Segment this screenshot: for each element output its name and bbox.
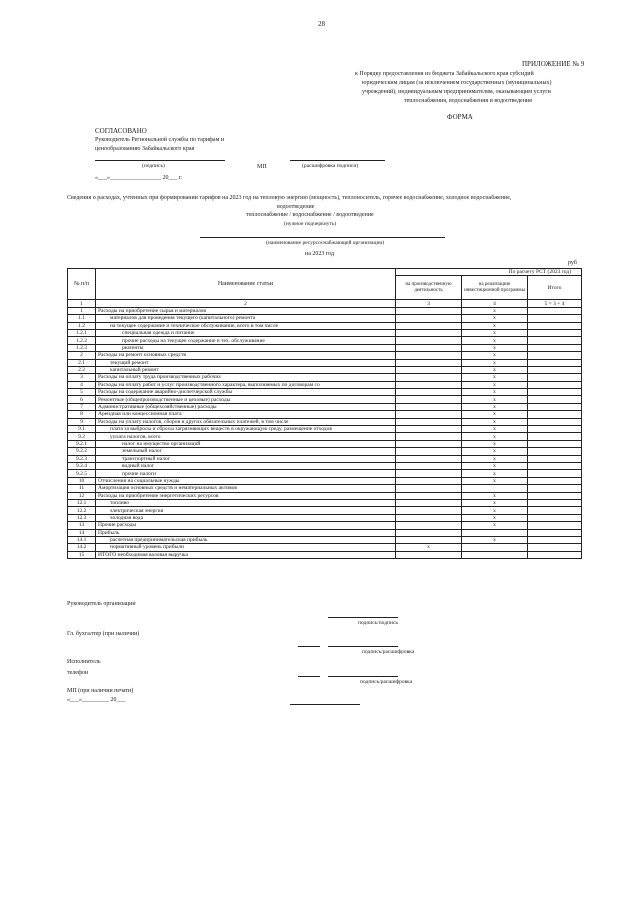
row-prod-cell bbox=[396, 455, 462, 462]
row-invest-cell: х bbox=[462, 337, 528, 344]
row-name-cell: Расходы на оплату труда производственных рабочих bbox=[96, 374, 396, 381]
row-number-cell: 4 bbox=[68, 381, 96, 388]
row-invest-cell: х bbox=[462, 448, 528, 455]
footer-executor: Исполнитель bbox=[67, 659, 101, 665]
row-total-cell bbox=[528, 477, 582, 484]
row-prod-cell bbox=[396, 440, 462, 447]
row-number-cell: 5 bbox=[68, 389, 96, 396]
row-name-cell: транспортный налог bbox=[96, 455, 396, 462]
approval-heading: СОГЛАСОВАНО bbox=[95, 127, 147, 135]
row-total-cell bbox=[528, 389, 582, 396]
table-row bbox=[68, 418, 582, 425]
row-prod-cell bbox=[396, 403, 462, 410]
row-prod-cell bbox=[396, 426, 462, 433]
row-total-cell bbox=[528, 359, 582, 366]
table-row bbox=[68, 366, 582, 373]
table-row bbox=[68, 315, 582, 322]
row-number-cell: 9.2.4 bbox=[68, 462, 96, 469]
row-name-cell: расчетная предпринимательская прибыль bbox=[96, 536, 396, 543]
row-number-cell: 12.1 bbox=[68, 499, 96, 506]
row-total-cell bbox=[528, 411, 582, 418]
row-name-cell: Расходы на приобретение сырья и материалов bbox=[96, 307, 396, 314]
row-prod-cell bbox=[396, 514, 462, 521]
row-invest-cell: х bbox=[462, 322, 528, 329]
row-name-cell: Отчисления на социальные нужды bbox=[96, 477, 396, 484]
statement-year: на 2023 год bbox=[305, 251, 335, 257]
row-invest-cell: х bbox=[462, 403, 528, 410]
index-cell: 3 bbox=[396, 300, 462, 307]
annex-title: ПРИЛОЖЕНИЕ № 9 bbox=[522, 60, 585, 68]
exec-signature-line-b bbox=[328, 676, 398, 677]
table-row bbox=[68, 536, 582, 543]
row-name-cell: Расходы на оплату работ и услуг производственного характера, выполняемых по договорам со bbox=[96, 381, 396, 388]
row-number-cell: 2 bbox=[68, 352, 96, 359]
row-number-cell: 13 bbox=[68, 522, 96, 529]
row-invest-cell: х bbox=[462, 433, 528, 440]
row-name-cell: Расходы на приобретение энергетических ресурсов bbox=[96, 492, 396, 499]
col-invest-header: на реализацию инвестиционной программы bbox=[462, 276, 528, 300]
row-prod-cell bbox=[396, 499, 462, 506]
row-number-cell: 9.2.2 bbox=[68, 448, 96, 455]
row-total-cell bbox=[528, 507, 582, 514]
index-cell: 4 bbox=[462, 300, 528, 307]
table-row bbox=[68, 307, 582, 314]
row-total-cell bbox=[528, 381, 582, 388]
row-invest-cell: х bbox=[462, 477, 528, 484]
table-row bbox=[68, 551, 582, 558]
table-row bbox=[68, 455, 582, 462]
row-invest-cell: х bbox=[462, 522, 528, 529]
table-row bbox=[68, 448, 582, 455]
table-row bbox=[68, 403, 582, 410]
row-invest-cell: х bbox=[462, 344, 528, 351]
row-total-cell bbox=[528, 344, 582, 351]
row-name-cell: ИТОГО необходимая валовая выручка bbox=[96, 551, 396, 558]
table-row bbox=[68, 337, 582, 344]
row-name-cell: Прочие расходы bbox=[96, 522, 396, 529]
row-number-cell: 1.2.2 bbox=[68, 337, 96, 344]
table-row bbox=[68, 344, 582, 351]
row-invest-cell: х bbox=[462, 507, 528, 514]
row-invest-cell: х bbox=[462, 492, 528, 499]
row-invest-cell: х bbox=[462, 514, 528, 521]
row-invest-cell: х bbox=[462, 359, 528, 366]
row-number-cell: 9.2 bbox=[68, 433, 96, 440]
statement-line-2: водоотведение bbox=[277, 204, 315, 210]
row-invest-cell: х bbox=[462, 352, 528, 359]
row-prod-cell bbox=[396, 366, 462, 373]
row-total-cell bbox=[528, 440, 582, 447]
row-name-cell: водный налог bbox=[96, 462, 396, 469]
table-row bbox=[68, 477, 582, 484]
row-name-cell: прочие расходы на текущее содержание и тех. обслуживание bbox=[96, 337, 396, 344]
row-prod-cell bbox=[396, 507, 462, 514]
row-number-cell: 12.3 bbox=[68, 514, 96, 521]
row-invest-cell: х bbox=[462, 396, 528, 403]
row-number-cell: 3 bbox=[68, 374, 96, 381]
row-invest-cell: х bbox=[462, 411, 528, 418]
acc-signature-line-a bbox=[298, 646, 320, 647]
exec-sig-caption: подпись/расшифровка bbox=[360, 679, 413, 685]
row-prod-cell bbox=[396, 315, 462, 322]
row-total-cell bbox=[528, 352, 582, 359]
row-invest-cell bbox=[462, 551, 528, 558]
row-invest-cell: х bbox=[462, 374, 528, 381]
row-invest-cell: х bbox=[462, 307, 528, 314]
statement-line-3: теплоснабжение / водоснабжение / водоотведение bbox=[246, 212, 374, 218]
row-prod-cell bbox=[396, 396, 462, 403]
row-total-cell bbox=[528, 485, 582, 492]
approval-line-2: ценообразованию Забайкальского края bbox=[95, 146, 195, 152]
col-prod-header: на производственную деятельность bbox=[396, 276, 462, 300]
table-row bbox=[68, 322, 582, 329]
row-number-cell: 1 bbox=[68, 307, 96, 314]
table-row bbox=[68, 470, 582, 477]
row-number-cell: 2.2 bbox=[68, 366, 96, 373]
row-name-cell: плата за выбросы и сбросы загрязняющих веществ в окружающую среду, размещение отходов bbox=[96, 426, 396, 433]
row-name-cell: текущий ремонт bbox=[96, 359, 396, 366]
row-name-cell: специальная одежда и питание bbox=[96, 329, 396, 336]
row-prod-cell bbox=[396, 492, 462, 499]
row-invest-cell: х bbox=[462, 536, 528, 543]
approval-signature-line bbox=[95, 160, 225, 161]
row-number-cell: 1.1 bbox=[68, 315, 96, 322]
footer-extra-line bbox=[290, 704, 360, 705]
row-prod-cell bbox=[396, 477, 462, 484]
col-total-header: Итого bbox=[528, 276, 582, 300]
index-cell: 2 bbox=[96, 300, 396, 307]
row-name-cell: Ремонтные (общепроизводственные и цеховые) расходы bbox=[96, 396, 396, 403]
row-number-cell: 1.2 bbox=[68, 322, 96, 329]
table-row bbox=[68, 396, 582, 403]
row-total-cell bbox=[528, 455, 582, 462]
row-prod-cell bbox=[396, 352, 462, 359]
unit-label: руб bbox=[568, 260, 577, 266]
row-number-cell: 14.1 bbox=[68, 536, 96, 543]
table-row bbox=[68, 381, 582, 388]
footer-chief-accountant: Гл. бухгалтер (при наличии) bbox=[67, 631, 140, 637]
table-row bbox=[68, 374, 582, 381]
row-name-cell: Амортизация основных средств и нематериальных активов bbox=[96, 485, 396, 492]
table-row bbox=[68, 440, 582, 447]
table-row bbox=[68, 359, 582, 366]
row-invest-cell: х bbox=[462, 426, 528, 433]
row-number-cell: 14.2 bbox=[68, 544, 96, 551]
row-name-cell: материалов для проведения текущего (капитального) ремонта bbox=[96, 315, 396, 322]
row-total-cell bbox=[528, 329, 582, 336]
table-row bbox=[68, 492, 582, 499]
col-num-header: № п/п bbox=[68, 269, 96, 300]
row-prod-cell bbox=[396, 418, 462, 425]
row-prod-cell bbox=[396, 337, 462, 344]
row-prod-cell bbox=[396, 448, 462, 455]
annex-line-1: к Порядку предоставления из бюджета Забайкальского края субсидий bbox=[355, 71, 534, 77]
row-total-cell bbox=[528, 418, 582, 425]
row-name-cell: на текущее содержание и техническое обслуживание, всего в том числе bbox=[96, 322, 396, 329]
row-prod-cell bbox=[396, 381, 462, 388]
table-row bbox=[68, 544, 582, 551]
row-prod-cell bbox=[396, 307, 462, 314]
row-name-cell: Прибыль bbox=[96, 529, 396, 536]
acc-signature-line-b bbox=[328, 646, 398, 647]
table-row bbox=[68, 352, 582, 359]
row-name-cell: прочие налоги bbox=[96, 470, 396, 477]
page-number: 28 bbox=[318, 20, 325, 28]
row-name-cell: капитальный ремонт bbox=[96, 366, 396, 373]
col-group-header: По расчету РСТ (2023 год) bbox=[396, 269, 582, 276]
row-prod-cell bbox=[396, 389, 462, 396]
row-prod-cell bbox=[396, 344, 462, 351]
table-row bbox=[68, 514, 582, 521]
row-invest-cell: х bbox=[462, 366, 528, 373]
row-total-cell bbox=[528, 544, 582, 551]
row-total-cell bbox=[528, 470, 582, 477]
row-total-cell bbox=[528, 322, 582, 329]
exec-signature-line-a bbox=[298, 676, 320, 677]
row-invest-cell bbox=[462, 544, 528, 551]
row-name-cell: нормативный уровень прибыли bbox=[96, 544, 396, 551]
form-label: ФОРМА bbox=[447, 113, 473, 121]
row-total-cell bbox=[528, 366, 582, 373]
row-number-cell: 9.2.3 bbox=[68, 455, 96, 462]
row-name-cell: Расходы на уплату налогов, сборов и других обязательных платежей, в том числе bbox=[96, 418, 396, 425]
needed-caption: (нужное подчеркнуть) bbox=[284, 221, 337, 227]
row-prod-cell bbox=[396, 359, 462, 366]
row-total-cell bbox=[528, 514, 582, 521]
col-name-header: Наименование статьи bbox=[96, 269, 396, 300]
row-name-cell: холодная вода bbox=[96, 514, 396, 521]
table-row bbox=[68, 529, 582, 536]
row-total-cell bbox=[528, 448, 582, 455]
annex-line-2: юридическим лицам (за исключением государственных (муниципальных) bbox=[362, 80, 552, 86]
row-number-cell: 10 bbox=[68, 477, 96, 484]
head-signature-line bbox=[328, 617, 398, 618]
approval-stamp: МП bbox=[257, 164, 267, 170]
acc-sig-caption: подпись/расшифровка bbox=[362, 649, 415, 655]
row-number-cell: 9.1 bbox=[68, 426, 96, 433]
table-row bbox=[68, 499, 582, 506]
row-total-cell bbox=[528, 551, 582, 558]
row-total-cell bbox=[528, 492, 582, 499]
footer-phone: телефон bbox=[67, 670, 89, 676]
row-invest-cell: х bbox=[462, 455, 528, 462]
row-total-cell bbox=[528, 315, 582, 322]
statement-text: Сведения о расходах, учтенных при формировании тарифов на 2023 год на тепловую энергию (мощность), теплоноситель, горячее водоснабжение, холодное водоснабжение, bbox=[67, 195, 512, 201]
row-invest-cell: х bbox=[462, 315, 528, 322]
approval-date: «___»_________________ 20___ г. bbox=[95, 175, 183, 181]
row-invest-cell: х bbox=[462, 470, 528, 477]
index-cell: 1 bbox=[68, 300, 96, 307]
row-total-cell bbox=[528, 403, 582, 410]
row-name-cell: Расходы на ремонт основных средств bbox=[96, 352, 396, 359]
row-prod-cell bbox=[396, 529, 462, 536]
row-name-cell: налог на имущество организаций bbox=[96, 440, 396, 447]
row-prod-cell bbox=[396, 433, 462, 440]
row-number-cell: 1.2.3 bbox=[68, 344, 96, 351]
row-number-cell: 12 bbox=[68, 492, 96, 499]
table-row bbox=[68, 389, 582, 396]
row-total-cell bbox=[528, 462, 582, 469]
table-row bbox=[68, 329, 582, 336]
row-number-cell: 1.2.1 bbox=[68, 329, 96, 336]
row-invest-cell: х bbox=[462, 381, 528, 388]
row-prod-cell bbox=[396, 485, 462, 492]
row-prod-cell bbox=[396, 536, 462, 543]
org-name-line bbox=[200, 237, 445, 238]
row-number-cell: 9.2.5 bbox=[68, 470, 96, 477]
footer-stamp: МП (при наличии печати) bbox=[67, 688, 134, 694]
expenses-table-body bbox=[68, 307, 582, 558]
row-name-cell: Арендная или концессионная плата bbox=[96, 411, 396, 418]
row-number-cell: 6 bbox=[68, 396, 96, 403]
table-row bbox=[68, 522, 582, 529]
row-number-cell: 14 bbox=[68, 529, 96, 536]
approval-signature-caption: (подпись) bbox=[142, 163, 165, 169]
row-number-cell: 15 bbox=[68, 551, 96, 558]
row-number-cell: 8 bbox=[68, 411, 96, 418]
approval-line-1: Руководитель Региональной службы по тарифам и bbox=[95, 137, 225, 143]
row-total-cell bbox=[528, 307, 582, 314]
row-prod-cell bbox=[396, 522, 462, 529]
row-name-cell: топливо bbox=[96, 499, 396, 506]
row-total-cell bbox=[528, 522, 582, 529]
head-sig-caption: подпись/подпись bbox=[358, 620, 398, 626]
row-total-cell bbox=[528, 426, 582, 433]
row-total-cell bbox=[528, 337, 582, 344]
row-total-cell bbox=[528, 529, 582, 536]
row-total-cell bbox=[528, 536, 582, 543]
row-prod-cell: х bbox=[396, 544, 462, 551]
row-number-cell: 9 bbox=[68, 418, 96, 425]
row-name-cell: электрическая энергия bbox=[96, 507, 396, 514]
row-prod-cell bbox=[396, 462, 462, 469]
row-prod-cell bbox=[396, 329, 462, 336]
row-invest-cell: х bbox=[462, 329, 528, 336]
row-prod-cell bbox=[396, 374, 462, 381]
row-number-cell: 2.1 bbox=[68, 359, 96, 366]
row-prod-cell bbox=[396, 551, 462, 558]
table-row bbox=[68, 411, 582, 418]
table-row bbox=[68, 433, 582, 440]
footer-date: «___»_________ 20___ bbox=[67, 697, 126, 703]
row-number-cell: 7 bbox=[68, 403, 96, 410]
row-number-cell: 9.2.1 bbox=[68, 440, 96, 447]
annex-line-4: теплоснабжения, водоснабжения и водоотведения bbox=[404, 98, 532, 104]
table-row bbox=[68, 462, 582, 469]
table-row bbox=[68, 485, 582, 492]
row-invest-cell: х bbox=[462, 440, 528, 447]
row-name-cell: уплата налогов, всего bbox=[96, 433, 396, 440]
row-total-cell bbox=[528, 396, 582, 403]
footer-head: Руководитель организации bbox=[67, 601, 136, 607]
approval-decode-line bbox=[290, 160, 385, 161]
expenses-table bbox=[67, 268, 582, 559]
row-total-cell bbox=[528, 499, 582, 506]
org-caption: (наименование ресурсоснабжающей организации) bbox=[266, 240, 385, 246]
table-row bbox=[68, 507, 582, 514]
row-name-cell: Административные (общехозяйственные) расходы bbox=[96, 403, 396, 410]
row-name-cell: земельный налог bbox=[96, 448, 396, 455]
row-name-cell: реагенты bbox=[96, 344, 396, 351]
row-prod-cell bbox=[396, 411, 462, 418]
row-total-cell bbox=[528, 374, 582, 381]
table-row bbox=[68, 426, 582, 433]
row-number-cell: 11 bbox=[68, 485, 96, 492]
row-invest-cell: х bbox=[462, 499, 528, 506]
row-name-cell: Расходы на содержание аварийно-диспетчерской службы bbox=[96, 389, 396, 396]
approval-decode-caption: (расшифровка подписи) bbox=[302, 163, 359, 169]
annex-line-3: учреждений), индивидуальным предпринимателям, оказывающим услуги bbox=[362, 89, 551, 95]
row-prod-cell bbox=[396, 470, 462, 477]
row-prod-cell bbox=[396, 322, 462, 329]
row-total-cell bbox=[528, 433, 582, 440]
row-invest-cell bbox=[462, 485, 528, 492]
row-invest-cell: х bbox=[462, 418, 528, 425]
row-invest-cell: х bbox=[462, 389, 528, 396]
row-invest-cell bbox=[462, 529, 528, 536]
row-number-cell: 12.2 bbox=[68, 507, 96, 514]
index-cell: 5 = 3 + 4 bbox=[528, 300, 582, 307]
row-invest-cell: х bbox=[462, 462, 528, 469]
